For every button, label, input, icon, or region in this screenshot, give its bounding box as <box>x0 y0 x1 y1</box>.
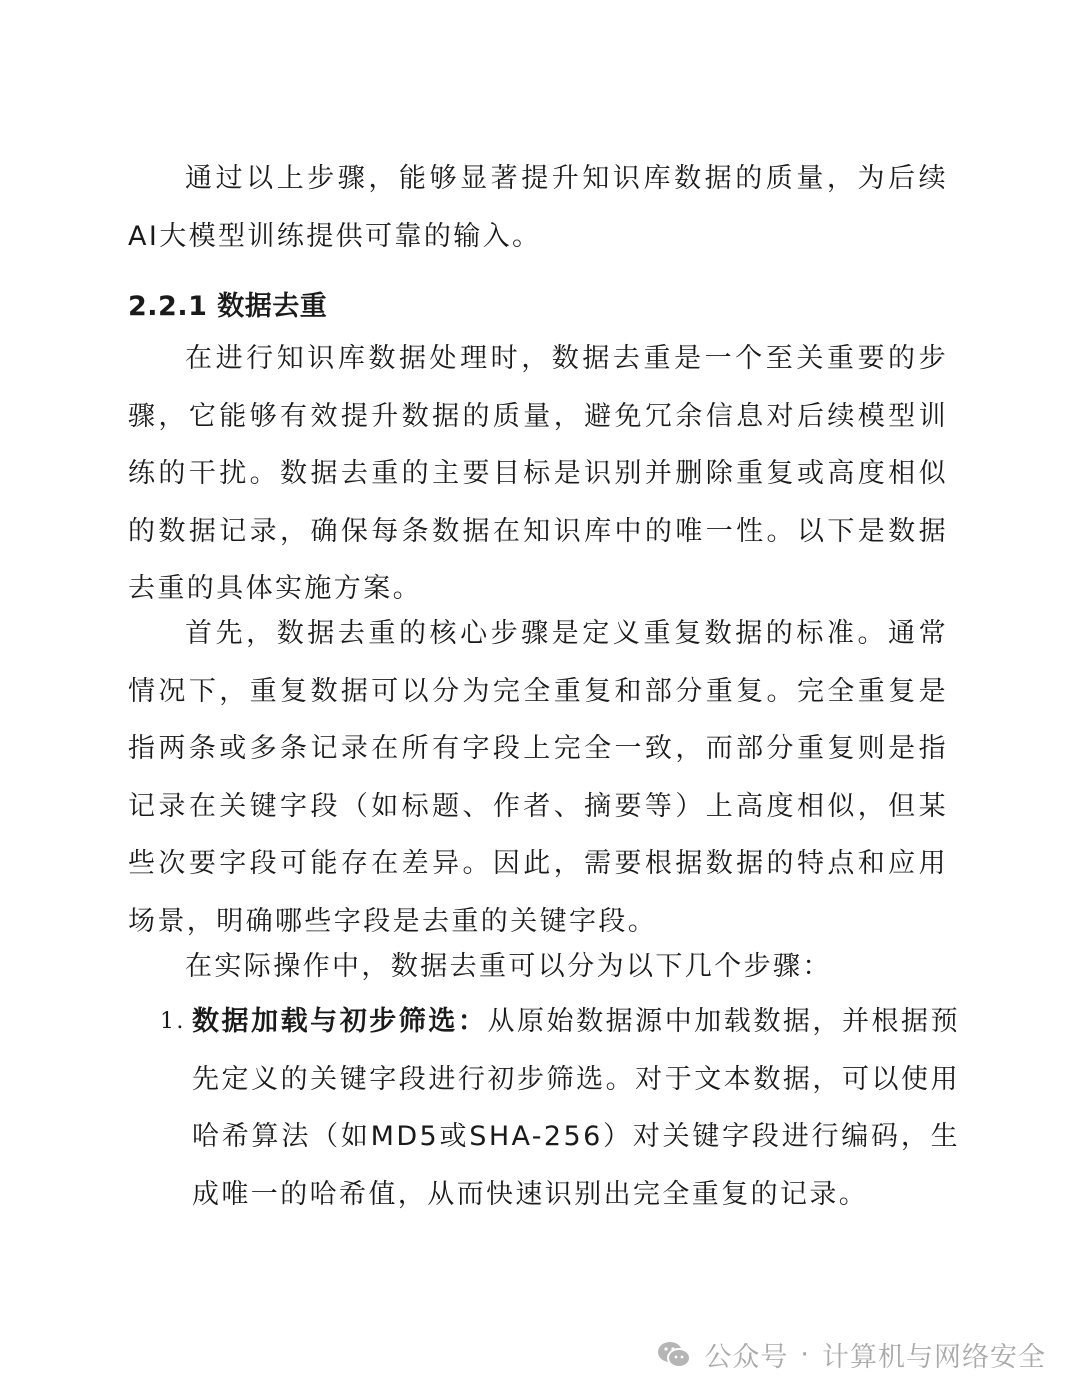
list-item-lead: 数据加载与初步筛选： <box>192 1006 488 1037</box>
list-item-body: 从原始数据源中加载数据，并根据预先定义的关键字段进行初步筛选。对于文本数据，可以使用哈希算法（如MD5或SHA-256）对关键字段进行编码，生成唯一的哈希值，从而快速识别出完全重复的记录。 <box>192 1006 960 1210</box>
watermark-label: 公众号 <box>704 1342 789 1373</box>
list-item-content <box>192 993 960 1223</box>
intro-paragraph: 通过以上步骤，能够显著提升知识库数据的质量，为后续AI大模型训练提供可靠的输入。 <box>128 163 948 252</box>
section-heading: 2.2.1 数据去重 <box>128 291 328 322</box>
watermark <box>656 1335 1046 1374</box>
watermark-separator: · <box>800 1339 810 1370</box>
watermark-account: 计算机与网络安全 <box>822 1342 1046 1373</box>
wechat-icon <box>656 1340 692 1370</box>
list-item <box>160 993 960 1223</box>
paragraph-2: 首先，数据去重的核心步骤是定义重复数据的标准。通常情况下，重复数据可以分为完全重复和部分重复。完全重复是指两条或多条记录在所有字段上完全一致，而部分重复则是指记录在关键字段（如标题、作者、摘要等）上高度相似，但某些次要字段可能存在差异。因此，需要根据数据的特点和应用场景，明确哪些字段是去重的关键字段。 <box>128 618 948 937</box>
paragraph-3: 在实际操作中，数据去重可以分为以下几个步骤： <box>185 951 832 982</box>
paragraph-1: 在进行知识库数据处理时，数据去重是一个至关重要的步骤，它能够有效提升数据的质量，避免冗余信息对后续模型训练的干扰。数据去重的主要目标是识别并删除重复或高度相似的数据记录，确保每条数据在知识库中的唯一性。以下是数据去重的具体实施方案。 <box>128 343 948 604</box>
list-item-number: 1. <box>160 1009 186 1034</box>
